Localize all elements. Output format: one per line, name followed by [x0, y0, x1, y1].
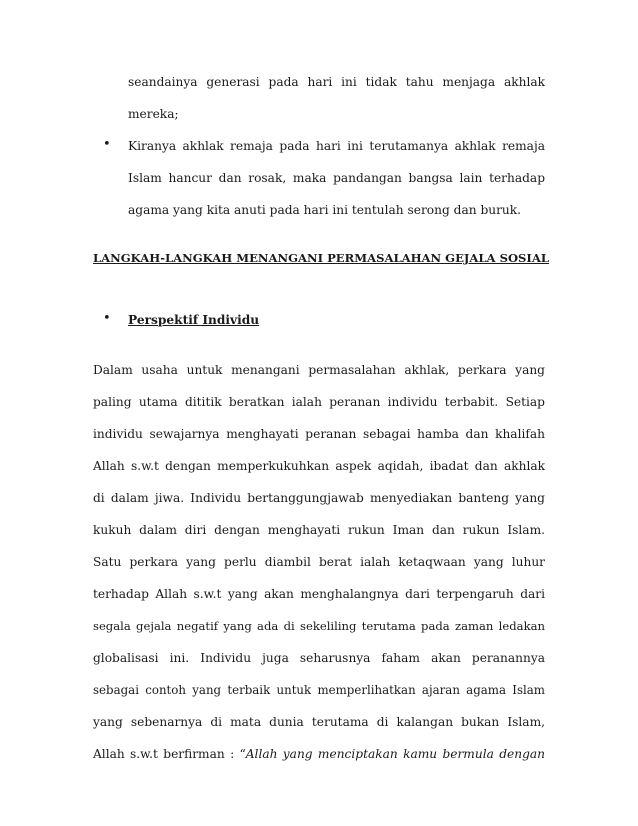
quote-intro: Allah s.w.t berfirman : “	[93, 747, 246, 761]
paragraph-line: paling utama dititik beratkan ialah peranan individu terbabit. Setiap	[93, 395, 545, 409]
list-item-2-line-3: agama yang kita anuti pada hari ini tentulah serong dan buruk.	[128, 203, 522, 217]
paragraph-line: globalisasi ini. Individu juga seharusnya faham akan peranannya	[93, 651, 545, 665]
paragraph-line: kukuh dalam diri dengan menghayati rukun Iman dan rukun Islam.	[93, 523, 545, 537]
paragraph-line: sebagai contoh yang terbaik untuk memperlihatkan ajaran agama Islam	[93, 683, 545, 697]
paragraph-line: yang sebenarnya di mata dunia terutama di kalangan bukan Islam,	[93, 715, 545, 729]
bullet-icon: •	[103, 311, 111, 326]
paragraph-line: segala gejala negatif yang ada di sekeliling terutama pada zaman ledakan	[93, 619, 545, 633]
paragraph-line: Dalam usaha untuk menangani permasalahan akhlak, perkara yang	[93, 363, 545, 377]
paragraph-line: di dalam jiwa. Individu bertanggungjawab menyediakan banteng yang	[93, 491, 545, 505]
section-heading: LANGKAH-LANGKAH MENANGANI PERMASALAHAN GEJALA SOSIAL	[93, 251, 549, 265]
list-item-2-line-1: Kiranya akhlak remaja pada hari ini terutamanya akhlak remaja	[128, 139, 545, 153]
bullet-icon: •	[103, 137, 111, 152]
list-item-1-line-2: mereka;	[128, 107, 179, 121]
paragraph-line: terhadap Allah s.w.t yang akan menghalangnya dari terpengaruh dari	[93, 587, 545, 601]
list-item-1-line-1: seandainya generasi pada hari ini tidak tahu menjaga akhlak	[128, 75, 545, 89]
paragraph-line: individu sewajarnya menghayati peranan sebagai hamba dan khalifah	[93, 427, 545, 441]
paragraph-line-last	[93, 746, 545, 762]
paragraph-line: Allah s.w.t dengan memperkukuhkan aspek aqidah, ibadat dan akhlak	[93, 459, 545, 473]
quote-italic-text: Allah yang menciptakan kamu bermula dengan	[245, 747, 545, 761]
paragraph-line: Satu perkara yang perlu diambil berat ialah ketaqwaan yang luhur	[93, 555, 545, 569]
subheading-perspektif-individu: Perspektif Individu	[128, 313, 260, 327]
list-item-2-line-2: Islam hancur dan rosak, maka pandangan bangsa lain terhadap	[128, 171, 545, 185]
